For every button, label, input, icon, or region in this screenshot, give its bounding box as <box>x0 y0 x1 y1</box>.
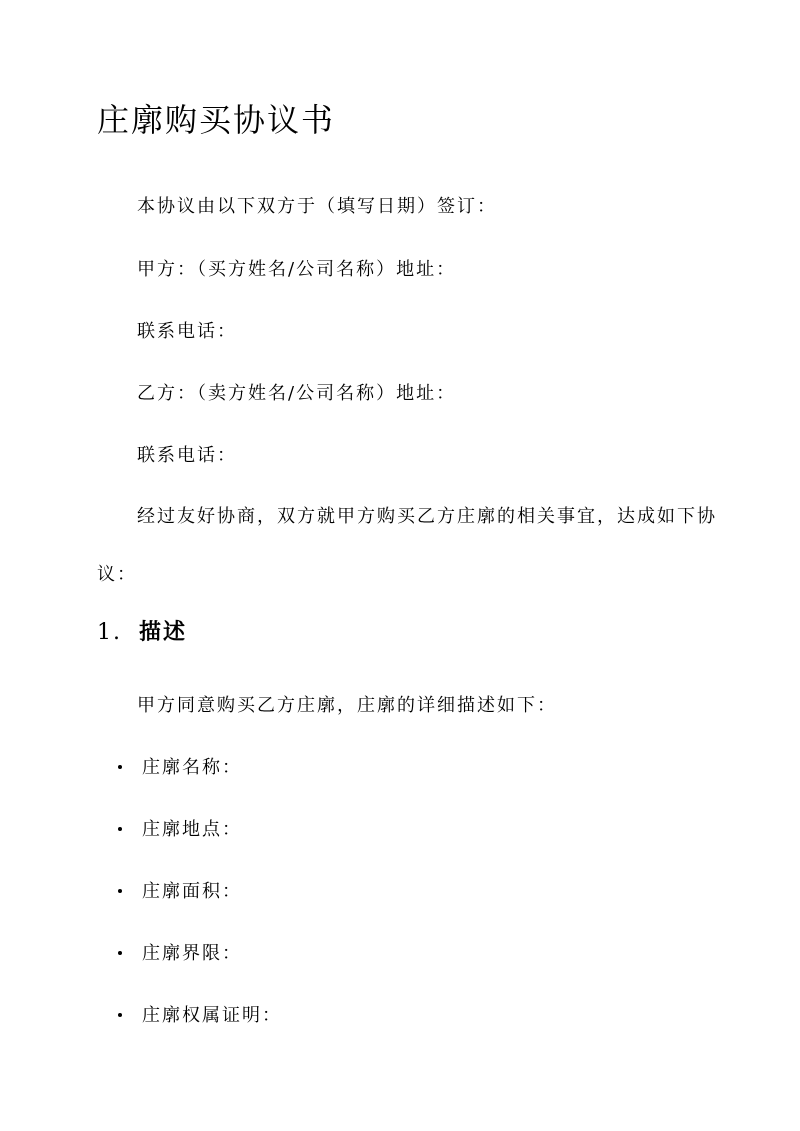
party-a-line: 甲方：（买方姓名/公司名称）地址： <box>137 259 457 280</box>
list-item-label: 庄廓权属证明： <box>142 1005 282 1026</box>
list-item <box>118 816 242 844</box>
section-1-heading <box>97 614 187 651</box>
section-1-number: 1. <box>97 620 122 645</box>
list-item-label: 庄廓面积： <box>142 881 242 902</box>
party-b-line: 乙方：（卖方姓名/公司名称）地址： <box>137 383 457 404</box>
section-1-title: 描述 <box>139 619 188 645</box>
list-item <box>118 940 242 968</box>
list-item <box>118 1002 282 1030</box>
list-item-label: 庄廓地点： <box>142 819 242 840</box>
list-item <box>118 878 242 906</box>
party-b-phone: 联系电话： <box>137 445 237 466</box>
bullet-icon <box>118 765 122 769</box>
bullet-icon <box>118 889 122 893</box>
list-item-label: 庄廓名称： <box>142 757 242 778</box>
bullet-icon <box>118 951 122 955</box>
party-a-phone: 联系电话： <box>137 321 237 342</box>
list-item-label: 庄廓界限： <box>142 943 242 964</box>
document-title: 庄廓购买协议书 <box>97 101 336 139</box>
opening-paragraph: 本协议由以下双方于（填写日期）签订： <box>137 196 497 217</box>
bullet-icon <box>118 827 122 831</box>
list-item <box>118 754 242 782</box>
bullet-icon <box>118 1013 122 1017</box>
agreement-paragraph: 经过友好协商，双方就甲方购买乙方庄廓的相关事宜，达成如下协议： <box>97 506 717 585</box>
section-1-body: 甲方同意购买乙方庄廓，庄廓的详细描述如下： <box>137 695 557 716</box>
